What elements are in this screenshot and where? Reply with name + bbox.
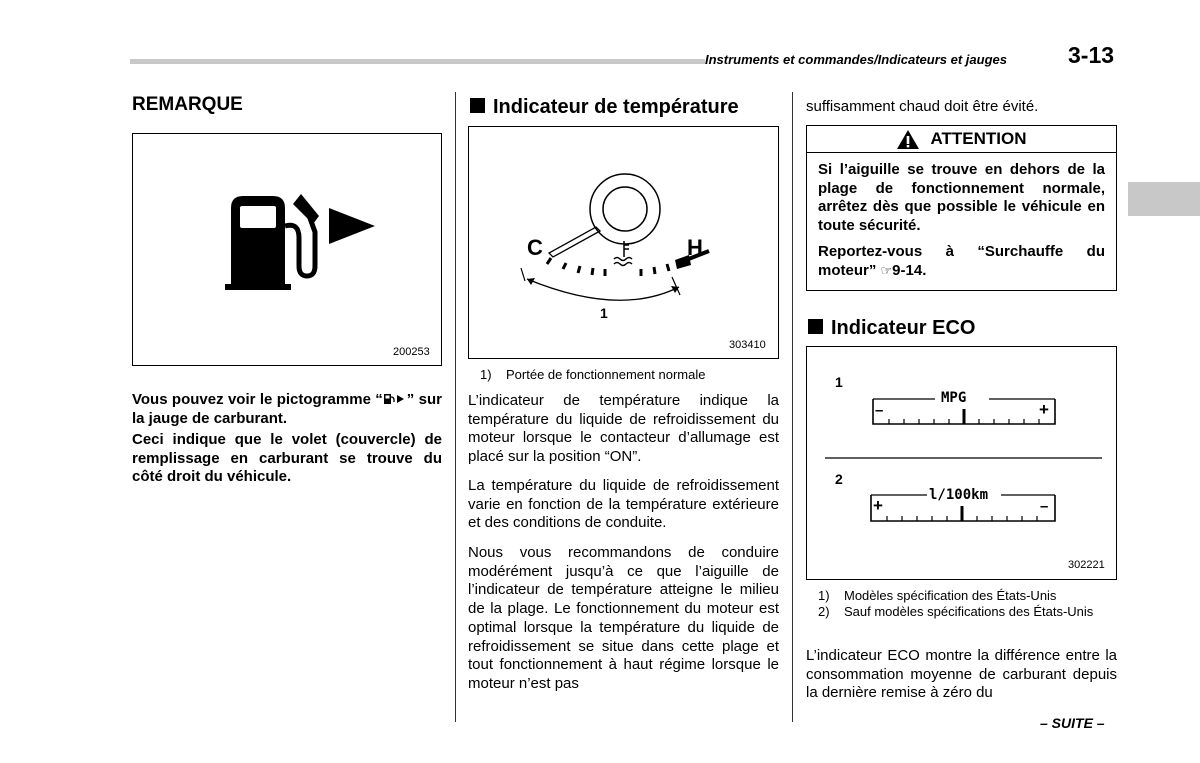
eco-section-title xyxy=(808,317,975,340)
figure-code: 200253 xyxy=(393,346,430,358)
gauge2-right-sign: – xyxy=(1040,498,1049,515)
attention-line-1: Si l’aiguille se trouve en dehors de la plage de fonctionnement normale, arrêtez dès que possible le véhicule en toute sécurité. xyxy=(818,161,1105,235)
section-square-icon xyxy=(808,319,823,334)
remarque-heading: REMARQUE xyxy=(132,94,243,115)
suite-footer: – SUITE – xyxy=(1040,715,1105,731)
page-number: 3-13 xyxy=(1068,42,1115,68)
temperature-title-text: Indicateur de température xyxy=(493,96,739,118)
caption-text: Portée de fonctionnement normale xyxy=(506,367,706,382)
temperature-gauge-diagram xyxy=(469,127,778,358)
header-rule xyxy=(130,59,705,64)
caption-number: 1) xyxy=(480,367,492,382)
caption-number: 1) xyxy=(818,588,830,603)
page-reference-icon: ☞ xyxy=(880,262,893,278)
header-title: Instruments et commandes/Indicateurs et jauges xyxy=(705,52,1007,67)
temperature-para-2: La température du liquide de refroidissement varie en fonction de la température extérieure et des conditions de conduite. xyxy=(468,477,779,532)
chapter-tab xyxy=(1128,182,1200,216)
attention-header xyxy=(807,126,1116,153)
section-square-icon xyxy=(470,98,485,113)
gauge2-left-sign: + xyxy=(873,496,883,515)
fuel-pump-small-icon xyxy=(383,393,407,405)
caption-text: Modèles spécification des États-Unis xyxy=(844,588,1057,603)
fuel-pump-with-arrow-right-icon xyxy=(133,134,441,365)
gauge1-label: MPG xyxy=(941,390,967,406)
eco-caption-1 xyxy=(806,588,1117,604)
gauge-label-c: C xyxy=(527,235,543,260)
eco-title-text: Indicateur ECO xyxy=(831,317,976,339)
gauge2-label: l/100km xyxy=(929,487,989,503)
page-reference: 9-14. xyxy=(892,261,927,279)
temperature-section-title xyxy=(470,96,739,119)
attention-line-2 xyxy=(818,243,1105,280)
eco-caption-2 xyxy=(806,604,1117,620)
temperature-para-3: Nous vous recommandons de conduire modérément jusqu’à ce que l’aiguille de l’indicateur de température atteigne le milieu de la plage. Le fonctionnement du moteur est optimal lorsque la température du liquide de refroidissement se situe dans cette plage et tout fonctionnement à haut régime lorsque le moteur n’est pas xyxy=(468,544,779,692)
fuel-note-para-2: Ceci indique que le volet (couvercle) de remplissage en carburant se trouve du côté droit du véhicule. xyxy=(132,431,442,486)
gauge1-left-sign: – xyxy=(875,402,884,419)
gauge2-number: 2 xyxy=(835,471,843,487)
temperature-figure xyxy=(468,126,779,359)
gauge-label-h: H xyxy=(687,235,703,260)
eco-captions xyxy=(806,588,1117,620)
caption-text: Sauf modèles spécifications des États-Unis xyxy=(844,604,1094,619)
fuel-figure xyxy=(132,133,442,366)
attention-box xyxy=(806,125,1117,291)
eco-figure xyxy=(806,346,1117,580)
attention-line-2-prefix: Reportez-vous à “Surchauffe du moteur” xyxy=(818,242,1105,279)
eco-gauges-diagram xyxy=(807,347,1116,579)
warning-triangle-icon xyxy=(896,129,920,150)
callout-1: 1 xyxy=(600,305,608,321)
gauge1-right-sign: + xyxy=(1039,400,1049,419)
figure-code: 302221 xyxy=(1068,559,1105,571)
attention-body xyxy=(807,153,1116,293)
caption-number: 2) xyxy=(818,604,830,619)
figure-code: 303410 xyxy=(729,339,766,351)
temperature-para-1: L’indicateur de température indique la température du liquide de refroidissement du moteur lorsque le contacteur d’allumage est placé sur la position “ON”. xyxy=(468,392,779,466)
temperature-caption xyxy=(468,367,779,383)
column-divider-1 xyxy=(455,92,456,722)
column-divider-2 xyxy=(792,92,793,722)
continuation-text: suffisamment chaud doit être évité. xyxy=(806,98,1039,115)
eco-para: L’indicateur ECO montre la différence entre la consommation moyenne de carburant depuis la dernière remise à zéro du xyxy=(806,647,1117,702)
attention-title: ATTENTION xyxy=(930,129,1027,148)
gauge1-number: 1 xyxy=(835,374,843,390)
fuel-note-para-1: Vous pouvez voir le pictogramme “ ” sur la jauge de carburant. xyxy=(132,391,442,427)
